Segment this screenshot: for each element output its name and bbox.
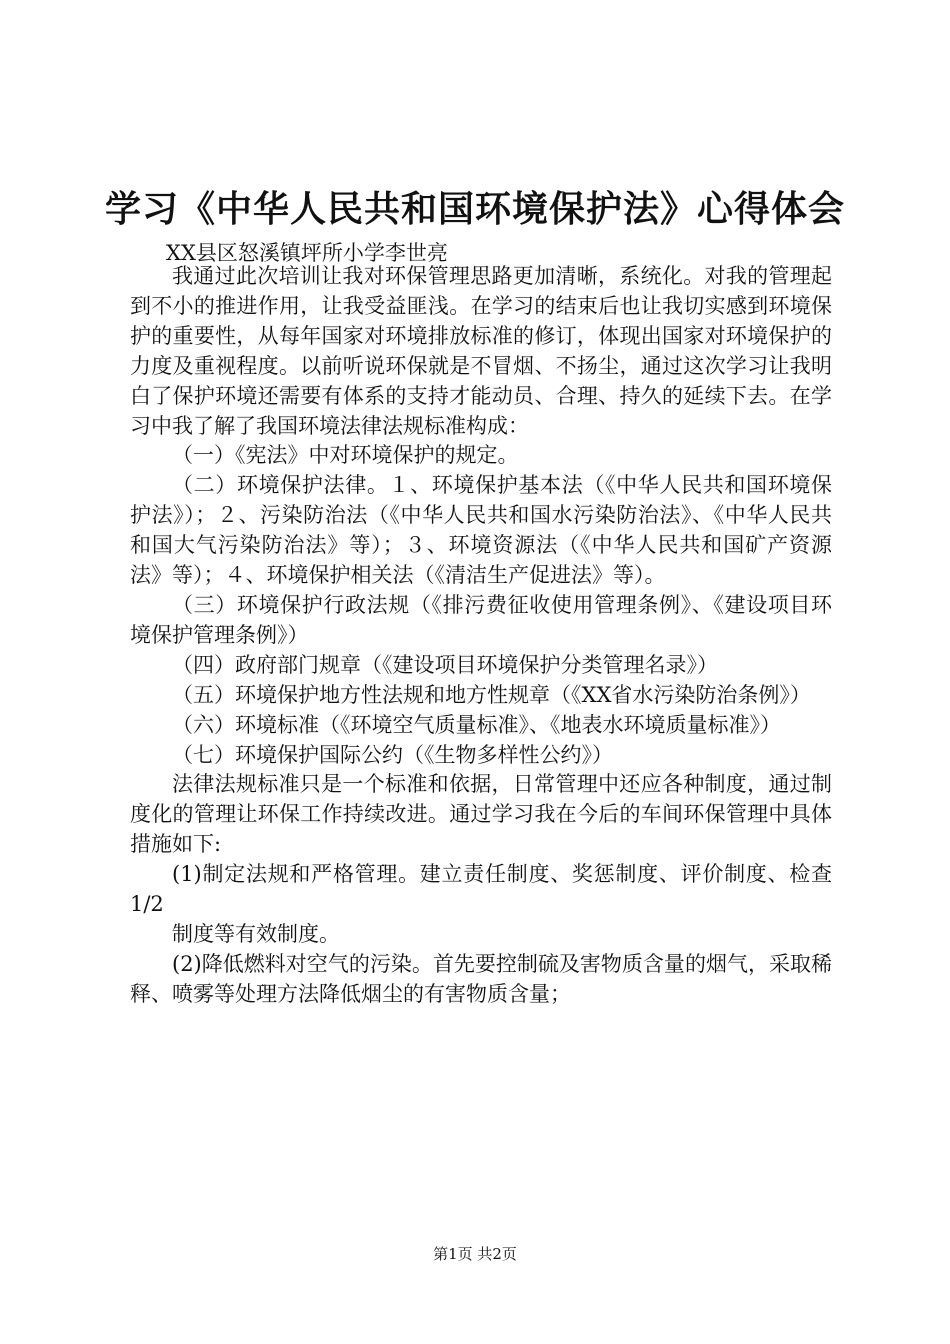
paragraph-item-2: （二）环境保护法律。１、环境保护基本法（《中华人民共和国环境保护法》）；２、污染防治法（《中华人民共和国水污染防治法》、《中华人民共和国大气污染防治法》等）；３、环境资源法（《中华人民共和国矿产资源法》等）；４、环境保护相关法（《清洁生产促进法》等）。 — [130, 473, 832, 588]
paragraph-item-7: （七）环境保护国际公约（《生物多样性公约》） — [172, 742, 613, 767]
paragraph-measure-2: (2)降低燃料对空气的污染。首先要控制硫及害物质含量的烟气，采取稀释、喷雾等处理方法降低烟尘的有害物质含量； — [130, 951, 832, 1006]
paragraph-measure-1: (1)制定法规和严格管理。建立责任制度、奖惩制度、评价制度、检查1/2 — [130, 862, 832, 917]
paragraph-item-5: （五）环境保护地方性法规和地方性规章（《XX省水污染防治条例》） — [172, 682, 811, 707]
paragraph-item-3: （三）环境保护行政法规（《排污费征收使用管理条例》、《建设项目环境保护管理条例》） — [130, 592, 832, 647]
document-title: 学习《中华人民共和国环境保护法》心得体会 — [104, 188, 845, 230]
paragraph-measure-1-cont: 制度等有效制度。 — [172, 921, 340, 946]
author-line: XX县区怒溪镇坪所小学李世亮 — [166, 241, 448, 265]
document-body — [130, 262, 832, 1010]
page-footer: 第1页 共2页 — [433, 1245, 517, 1263]
paragraph-item-1: （一）《宪法》中对环境保护的规定。 — [172, 443, 519, 468]
paragraph-item-4: （四）政府部门规章（《建设项目环境保护分类管理名录》） — [172, 652, 718, 677]
paragraph-intro: 我通过此次培训让我对环保管理思路更加清晰，系统化。对我的管理起到不小的推进作用，让我受益匪浅。在学习的结束后也让我切实感到环境保护的重要性，从每年国家对环境排放标准的修订，体现出国家对环境保护的力度及重视程度。以前听说环保就是不冒烟、不扬尘，通过这次学习让我明白了保护环境还需要有体系的支持才能动员、合理、持久的延续下去。在学习中我了解了我国环境法律法规标准构成： — [130, 264, 832, 438]
paragraph-item-6: （六）环境标准（《环境空气质量标准》、《地表水环境质量标准》） — [172, 712, 781, 737]
paragraph-measures-intro: 法律法规标准只是一个标准和依据，日常管理中还应各种制度，通过制度化的管理让环保工作持续改进。通过学习我在今后的车间环保管理中具体措施如下: — [130, 772, 832, 857]
